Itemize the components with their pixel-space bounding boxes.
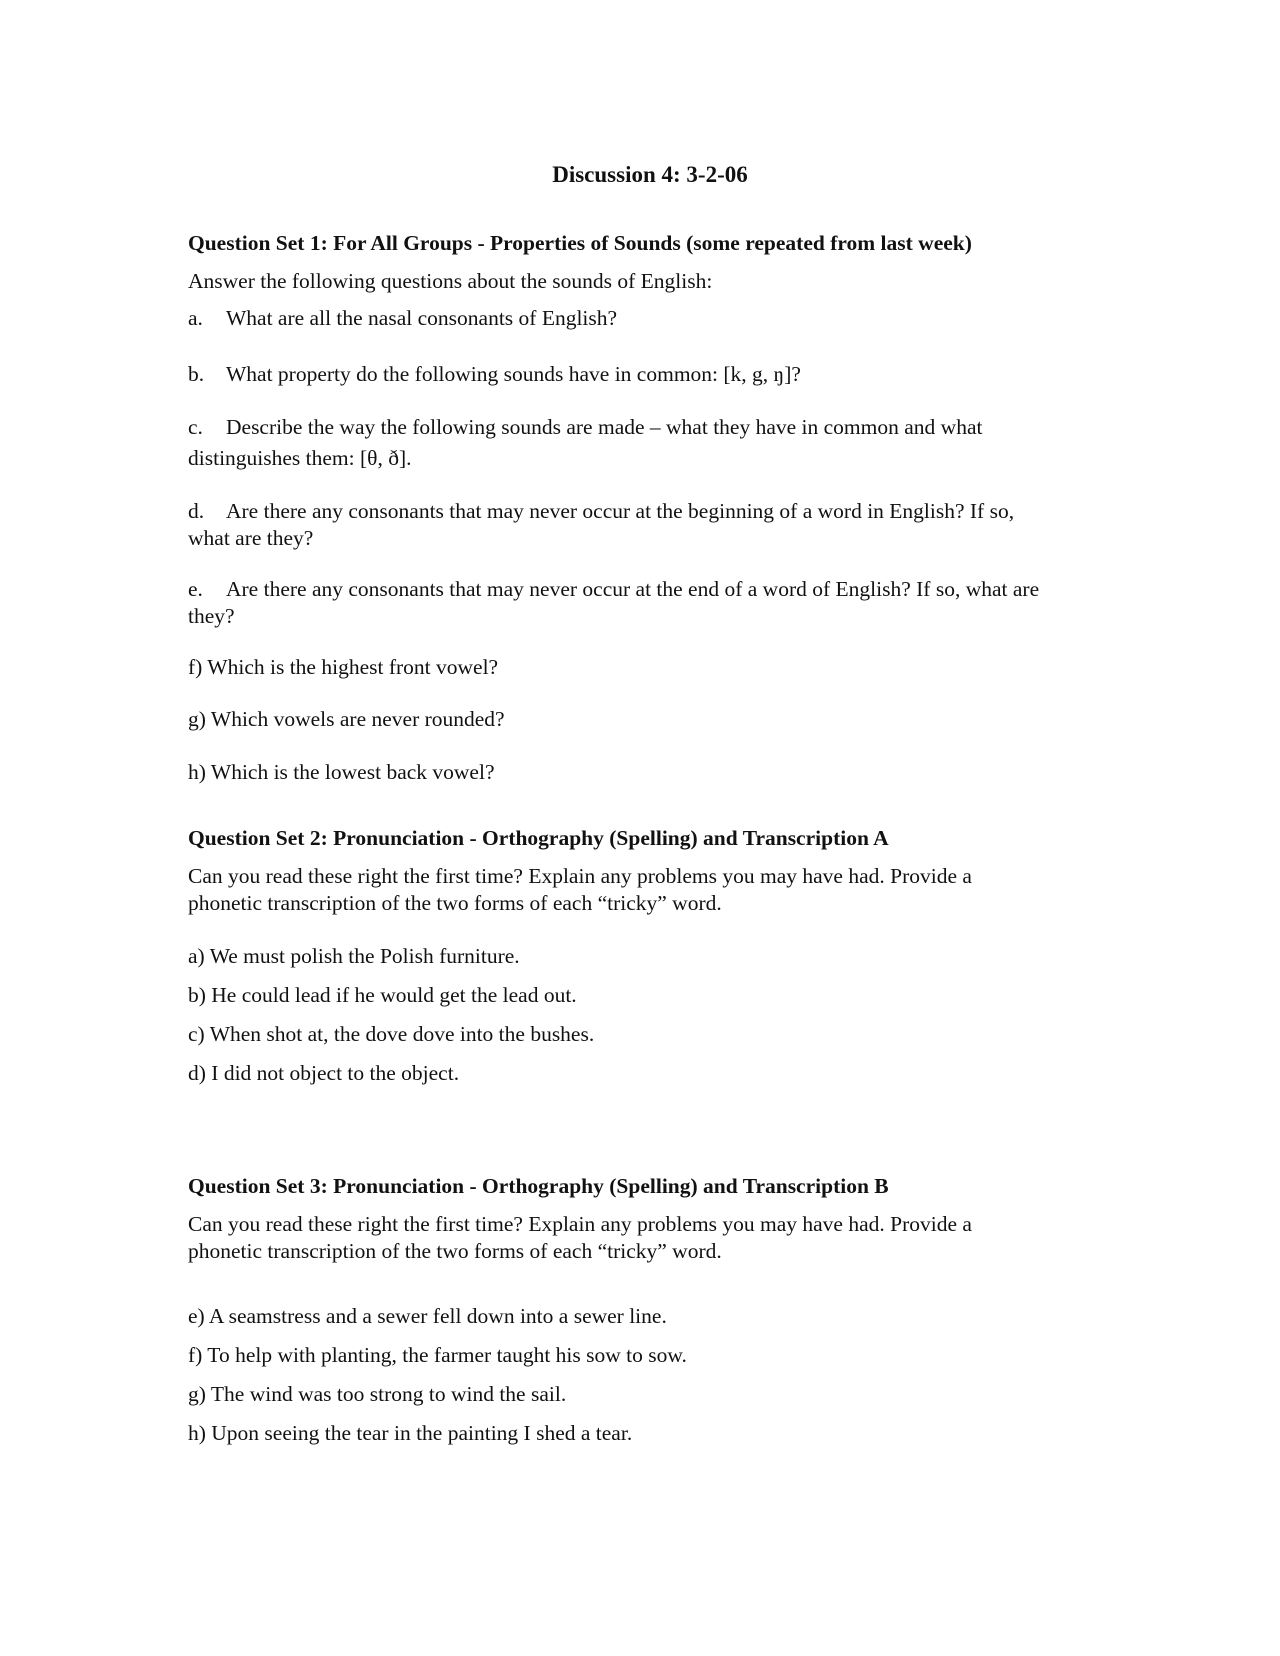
set3-heading: Question Set 3: Pronunciation - Orthography (Spelling) and Transcription B — [188, 1174, 889, 1198]
item-text: Are there any consonants that may never occur at the beginning of a word in English? If so, — [226, 499, 1015, 523]
item-text: What property do the following sounds have in common: [k, g, ŋ]? — [226, 362, 801, 386]
item-text: Describe the way the following sounds are made – what they have in common and what — [226, 415, 983, 439]
set3-intro-line2: phonetic transcription of the two forms of each “tricky” word. — [188, 1239, 722, 1263]
set3-item-e: e) A seamstress and a sewer fell down into a sewer line. — [188, 1304, 667, 1328]
item-label: c. — [188, 415, 203, 439]
set2-intro-line1: Can you read these right the first time? Explain any problems you may have had. Provide a — [188, 864, 972, 888]
set2-item-a: a) We must polish the Polish furniture. — [188, 944, 520, 968]
page-title: Discussion 4: 3-2-06 — [552, 162, 748, 187]
set3-intro-line1: Can you read these right the first time? Explain any problems you may have had. Provide a — [188, 1212, 972, 1236]
set3-item-f: f) To help with planting, the farmer taught his sow to sow. — [188, 1343, 687, 1367]
set1-item-c — [188, 414, 982, 441]
set2-heading: Question Set 2: Pronunciation - Orthography (Spelling) and Transcription A — [188, 826, 889, 850]
set1-item-e — [188, 576, 1039, 603]
set2-item-b: b) He could lead if he would get the lead out. — [188, 983, 577, 1007]
set2-item-d: d) I did not object to the object. — [188, 1061, 460, 1085]
set2-intro-line2: phonetic transcription of the two forms of each “tricky” word. — [188, 891, 722, 915]
set3-item-g: g) The wind was too strong to wind the sail. — [188, 1382, 567, 1406]
set1-item-f: f) Which is the highest front vowel? — [188, 655, 499, 679]
set1-heading: Question Set 1: For All Groups - Properties of Sounds (some repeated from last week) — [188, 231, 972, 255]
set1-item-c-cont: distinguishes them: [θ, ð]. — [188, 446, 412, 470]
set1-item-d-cont: what are they? — [188, 526, 314, 550]
set1-item-d — [188, 498, 1014, 525]
set1-intro: Answer the following questions about the sounds of English: — [188, 269, 713, 293]
item-label: a. — [188, 306, 203, 330]
item-label: d. — [188, 499, 205, 523]
set2-item-c: c) When shot at, the dove dove into the bushes. — [188, 1022, 595, 1046]
set1-item-a — [188, 305, 617, 332]
set1-item-e-cont: they? — [188, 604, 235, 628]
item-label: e. — [188, 577, 203, 601]
item-text: What are all the nasal consonants of English? — [226, 306, 618, 330]
set1-item-h: h) Which is the lowest back vowel? — [188, 760, 495, 784]
set1-item-b — [188, 361, 801, 388]
item-label: b. — [188, 362, 205, 386]
set1-item-g: g) Which vowels are never rounded? — [188, 707, 505, 731]
set3-item-h: h) Upon seeing the tear in the painting I shed a tear. — [188, 1421, 633, 1445]
item-text: Are there any consonants that may never occur at the end of a word of English? If so, what are — [226, 577, 1040, 601]
